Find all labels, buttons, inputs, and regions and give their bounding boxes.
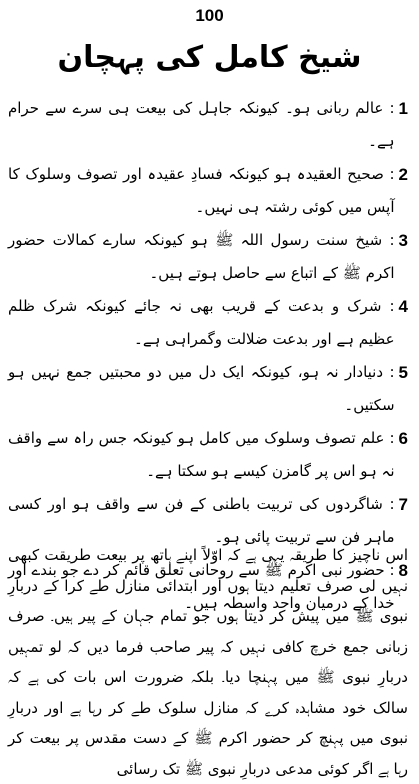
item-number: 3 xyxy=(398,231,408,250)
list-item xyxy=(8,290,408,356)
list-item xyxy=(8,224,408,290)
body-paragraph: اس ناچیز کا طریقہ یہی ہے کہ اوّلاً اپنے ہاتھ پر بیعت طریقت کبھی نہیں لی صرف تعلیم دیتا ہوں اور ابتدائی منازل طے کرا کے دربارِ نبوی ﷺ میں پیش کر دیتا ہوں جو تمام جہان کے پیر ہیں۔ صرف زبانی جمع خرچ کافی نہیں کہ پیر صاحب فرما دیں کہ لو تمہیں دربارِ نبوی ﷺ میں پہنچا دیا۔ بلکہ ضرورت اس بات کی ہے کہ سالک خود مشاہدہ کرے کہ منازل سلوک طے کر رہا ہے اور دربارِ نبوی میں پہنچ کر حضور اکرم ﷺ کے دست مقدس پر بیعت کر رہا ہے اگر کوئی مدعی دربارِ نبوی ﷺ تک رسائی xyxy=(8,546,408,778)
item-text: : شیخ سنت رسول اللہ ﷺ ہو کیونکہ سارے کمالات حضور اکرم ﷺ کے اتباع سے حاصل ہوتے ہیں۔ xyxy=(8,231,395,282)
item-text: : عالم ربانی ہو۔ کیونکہ جاہل کی بیعت ہی سرے سے حرام ہے۔ xyxy=(8,99,395,150)
item-text: : دنیادار نہ ہو، کیونکہ ایک دل میں دو محبتیں جمع نہیں ہو سکتیں۔ xyxy=(8,363,395,414)
item-number: 2 xyxy=(398,165,408,184)
item-text: : صحیح العقیدہ ہو کیونکہ فسادِ عقیدہ اور تصوف وسلوک کا آپس میں کوئی رشتہ ہی نہیں۔ xyxy=(8,165,395,216)
list-item xyxy=(8,422,408,488)
item-text: : علم تصوف وسلوک میں کامل ہو کیونکہ جس راہ سے واقف نہ ہو اس پر گامزن کیسے ہو سکتا ہے۔ xyxy=(8,429,395,480)
item-number: 1 xyxy=(398,99,408,118)
item-number: 6 xyxy=(398,429,408,448)
item-number: 8 xyxy=(398,561,408,580)
item-text: : شاگردوں کی تربیت باطنی کے فن سے واقف ہو اور کسی ماہر فن سے تربیت پائی ہو۔ xyxy=(8,495,395,546)
item-number: 4 xyxy=(398,297,408,316)
page-title: شیخ کامل کی پہچان xyxy=(57,40,362,75)
item-text: : شرک و بدعت کے قریب بھی نہ جائے کیونکہ شرک ظلم عظیم ہے اور بدعت ضلالت وگمراہی ہے۔ xyxy=(8,297,395,348)
item-number: 7 xyxy=(398,495,408,514)
list-item xyxy=(8,158,408,224)
list-item xyxy=(8,356,408,422)
page-number: 100 xyxy=(195,6,224,25)
item-number: 5 xyxy=(398,363,408,382)
list-item xyxy=(8,92,408,158)
item-text: : حضور نبی اکرم ﷺ سے روحانی تعلق قائم کر دے جو بندے اور خدا کے درمیان واحد واسطہ ہیں۔ xyxy=(8,561,395,612)
